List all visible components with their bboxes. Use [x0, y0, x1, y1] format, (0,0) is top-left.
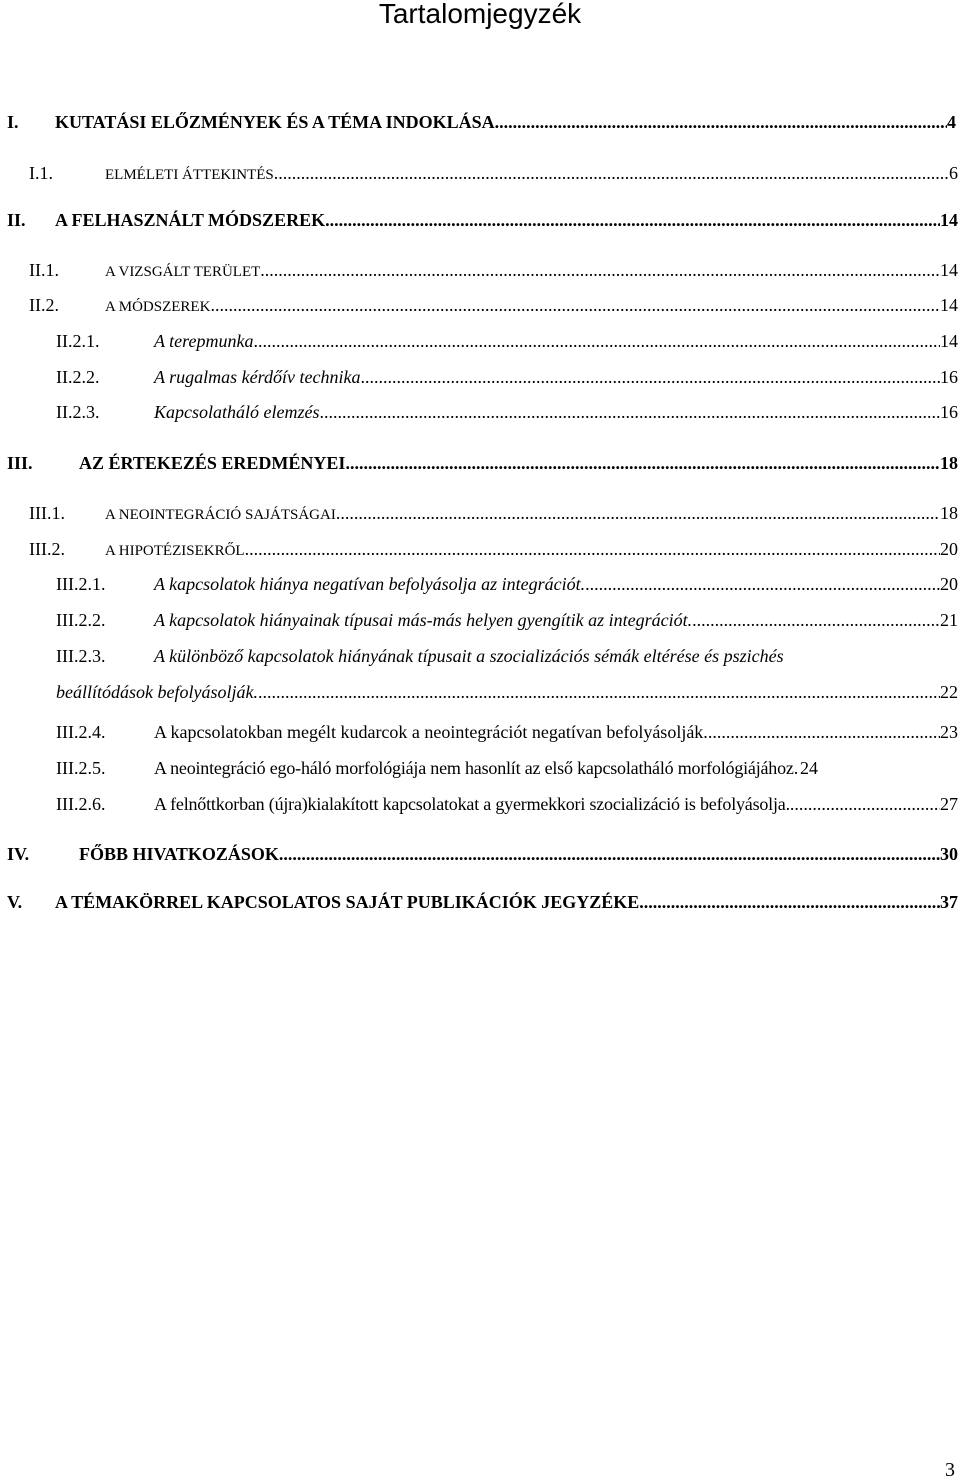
- dot-leader: [336, 503, 940, 523]
- dot-leader: [708, 722, 940, 742]
- toc-entry-number: III.2.2.: [56, 610, 106, 630]
- toc-entry-title: A HIPOTÉZISEKRŐL: [105, 543, 245, 559]
- toc-entry-title: A TÉMAKÖRREL KAPCSOLATOS SAJÁT PUBLIKÁCIÓK JEGYZÉKE: [55, 892, 640, 912]
- toc-entry-number: II.2.2.: [56, 367, 100, 387]
- toc-entry-number: II.2.1.: [56, 331, 100, 351]
- toc-entry-18[interactable]: [7, 844, 958, 864]
- toc-entry-page: 24: [800, 758, 818, 778]
- toc-entry-number: V.: [7, 892, 23, 912]
- toc-entry-9[interactable]: [7, 453, 958, 473]
- footer-page-number: 3: [945, 1459, 955, 1481]
- toc-entry-page: 21: [940, 610, 958, 630]
- toc-entry-page: 23: [940, 722, 958, 742]
- dot-leader: [245, 539, 940, 559]
- toc-entry-title: A NEOINTEGRÁCIÓ SAJÁTSÁGAI: [105, 507, 336, 523]
- toc-entry-title: Kapcsolatháló elemzés: [154, 402, 320, 422]
- dot-leader: [495, 112, 947, 132]
- toc-entry-page: 30: [940, 844, 958, 864]
- toc-entry-title: FŐBB HIVATKOZÁSOK: [79, 844, 279, 864]
- toc-entry-12[interactable]: [56, 574, 958, 594]
- toc-entry-page: 27: [940, 794, 958, 814]
- dot-leader: [260, 260, 940, 280]
- toc-entry-2[interactable]: [29, 163, 958, 185]
- toc-entry-title: A VIZSGÁLT TERÜLET: [105, 264, 261, 280]
- toc-entry-number: III.1.: [29, 503, 65, 523]
- dot-leader: [325, 210, 940, 230]
- toc-entry-13[interactable]: [56, 610, 958, 630]
- dot-leader: [210, 295, 940, 315]
- toc-entry-number: IV.: [7, 844, 30, 864]
- toc-entry-page: 16: [940, 367, 958, 387]
- toc-entry-page: 20: [940, 574, 958, 594]
- toc-entry-page: 4: [947, 112, 956, 132]
- toc-entry-16[interactable]: [56, 758, 958, 778]
- toc-entry-page: 14: [940, 260, 958, 280]
- toc-entry-page: 18: [940, 503, 958, 523]
- dot-leader: [692, 610, 940, 630]
- dot-leader: [639, 892, 940, 912]
- toc-entry-title: ELMÉLETI ÁTTEKINTÉS: [105, 167, 274, 183]
- toc-entry-5[interactable]: [29, 295, 958, 317]
- toc-entry-19[interactable]: [7, 892, 958, 912]
- toc-entry-number: III.: [7, 453, 33, 473]
- dot-leader: [345, 453, 940, 473]
- toc-entry-number: I.: [7, 112, 19, 132]
- toc-entry-title: A különböző kapcsolatok hiányának típusait a szocializációs sémák eltérése és pszichés: [154, 646, 784, 666]
- toc-entry-14[interactable]: [56, 646, 958, 702]
- toc-entry-title: A kapcsolatokban megélt kudarcok a neointegrációt negatívan befolyásolják.: [154, 722, 708, 742]
- toc-entry-title: A rugalmas kérdőív technika: [154, 367, 361, 387]
- toc-entry-title: A MÓDSZEREK: [105, 299, 211, 315]
- toc-entry-title: A felnőttkorban (újra)kialakított kapcsolatokat a gyermekkori szocializáció is befolyásolja.: [154, 794, 790, 814]
- toc-entry-title: AZ ÉRTEKEZÉS EREDMÉNYEI: [79, 453, 346, 473]
- toc-entry-title: A neointegráció ego-háló morfológiája nem hasonlít az első kapcsolatháló morfológiájához.: [154, 758, 798, 778]
- toc-entry-number: I.1.: [29, 163, 53, 183]
- toc-entry-3[interactable]: [7, 210, 958, 230]
- toc-entry-number: II.1.: [29, 260, 59, 280]
- toc-entry-page: 22: [940, 682, 958, 702]
- toc-entry-1[interactable]: [7, 112, 956, 132]
- toc-entry-number: III.2.6.: [56, 794, 106, 814]
- toc-entry-number: III.2.1.: [56, 574, 106, 594]
- toc-entry-title-continued: beállítódások befolyásolják.: [56, 682, 258, 702]
- toc-entry-title: A terepmunka: [154, 331, 254, 351]
- toc-entry-title: A kapcsolatok hiányainak típusai más-más helyen gyengítik az integrációt.: [154, 610, 693, 630]
- dot-leader: [253, 331, 940, 351]
- page-title: Tartalomjegyzék: [378, 0, 582, 29]
- toc-entry-number: II.: [7, 210, 26, 230]
- toc-entry-page: 14: [940, 210, 958, 230]
- toc-entry-title: A kapcsolatok hiánya negatívan befolyásolja az integrációt.: [154, 574, 586, 594]
- dot-leader: [274, 163, 949, 183]
- toc-entry-number: II.2.: [29, 295, 59, 315]
- toc-entry-11[interactable]: [29, 539, 958, 561]
- toc-entry-page: 6: [949, 163, 958, 183]
- toc-entry-number: III.2.4.: [56, 722, 106, 742]
- dot-leader: [790, 794, 940, 814]
- toc-entry-page: 14: [940, 331, 958, 351]
- dot-leader: [258, 682, 940, 702]
- toc-entry-17[interactable]: [56, 794, 958, 814]
- toc-entry-page: 16: [940, 402, 958, 422]
- toc-entry-page: 20: [940, 539, 958, 559]
- toc-entry-number: III.2.: [29, 539, 65, 559]
- toc-entry-page: 18: [940, 453, 958, 473]
- toc-entry-page: 37: [940, 892, 958, 912]
- toc-entry-number: III.2.3.: [56, 646, 106, 666]
- toc-entry-7[interactable]: [56, 367, 958, 387]
- toc-entry-8[interactable]: [56, 402, 958, 422]
- toc-entry-6[interactable]: [56, 331, 958, 351]
- toc-entry-number: II.2.3.: [56, 402, 100, 422]
- toc-entry-number: III.2.5.: [56, 758, 106, 778]
- toc-entry-4[interactable]: [29, 260, 958, 282]
- dot-leader: [319, 402, 940, 422]
- dot-leader: [360, 367, 940, 387]
- toc-entry-title: KUTATÁSI ELŐZMÉNYEK ÉS A TÉMA INDOKLÁSA: [55, 112, 495, 132]
- toc-entry-title: A FELHASZNÁLT MÓDSZEREK: [55, 210, 326, 230]
- toc-entry-page: 14: [940, 295, 958, 315]
- dot-leader: [585, 574, 940, 594]
- toc-entry-15[interactable]: [56, 722, 958, 742]
- dot-leader: [279, 844, 940, 864]
- toc-entry-10[interactable]: [29, 503, 958, 525]
